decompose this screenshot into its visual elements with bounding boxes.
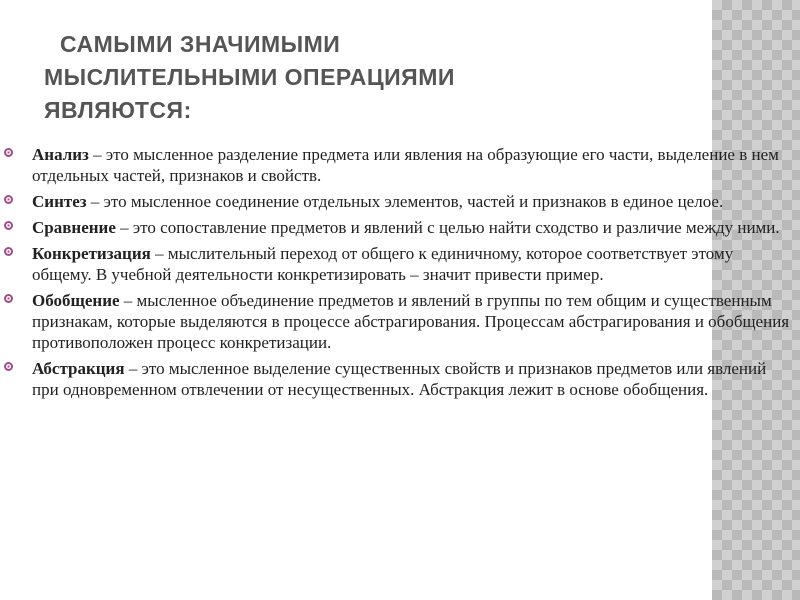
term-label: Абстракция xyxy=(32,359,125,378)
circle-bullet-icon xyxy=(4,247,13,256)
term-label: Анализ xyxy=(32,145,89,164)
slide-title-line: МЫСЛИТЕЛЬНЫМИ ОПЕРАЦИЯМИ xyxy=(44,64,455,90)
slide-title-line: ЯВЛЯЮТСЯ: xyxy=(44,97,192,123)
circle-bullet-icon xyxy=(4,362,13,371)
term-label: Синтез xyxy=(32,192,87,211)
term-definition: – это сопоставление предметов и явлений с целью найти сходство и различие между ними. xyxy=(115,218,780,237)
definitions-list xyxy=(4,144,794,405)
slide-title xyxy=(44,28,684,127)
term-label: Обобщение xyxy=(32,291,120,310)
circle-bullet-icon xyxy=(4,221,13,230)
list-item xyxy=(4,358,794,400)
list-item xyxy=(4,191,794,212)
term-label: Сравнение xyxy=(32,218,116,237)
circle-bullet-icon xyxy=(4,148,13,157)
list-item xyxy=(4,217,794,238)
term-label: Конкретизация xyxy=(32,244,151,263)
slide-title-line: САМЫМИ ЗНАЧИМЫМИ xyxy=(60,31,341,57)
list-item xyxy=(4,290,794,353)
list-item xyxy=(4,144,794,186)
term-definition: – это мысленное соединение отдельных элементов, частей и признаков в единое целое. xyxy=(86,192,724,211)
term-definition: – это мысленное разделение предмета или явления на образующие его части, выделение в нем отдельных частей, признаков и свойств. xyxy=(32,145,779,185)
circle-bullet-icon xyxy=(4,294,13,303)
circle-bullet-icon xyxy=(4,195,13,204)
term-definition: – мыслительный переход от общего к единичному, которое соответствует этому общему. В учебной деятельности конкретизировать – значит привести пример. xyxy=(32,244,734,284)
term-definition: – это мысленное выделение существенных свойств и признаков предметов или явлений при одновременном отвлечении от несущественных. Абстракция лежит в основе обобщения. xyxy=(32,359,767,399)
term-definition: – мысленное объединение предметов и явлений в группы по тем общим и существенным признакам, которые выделяются в процессе абстрагирования. Процессам абстрагирования и обобщения противоположен процесс конкретизации. xyxy=(32,291,790,352)
list-item xyxy=(4,243,794,285)
